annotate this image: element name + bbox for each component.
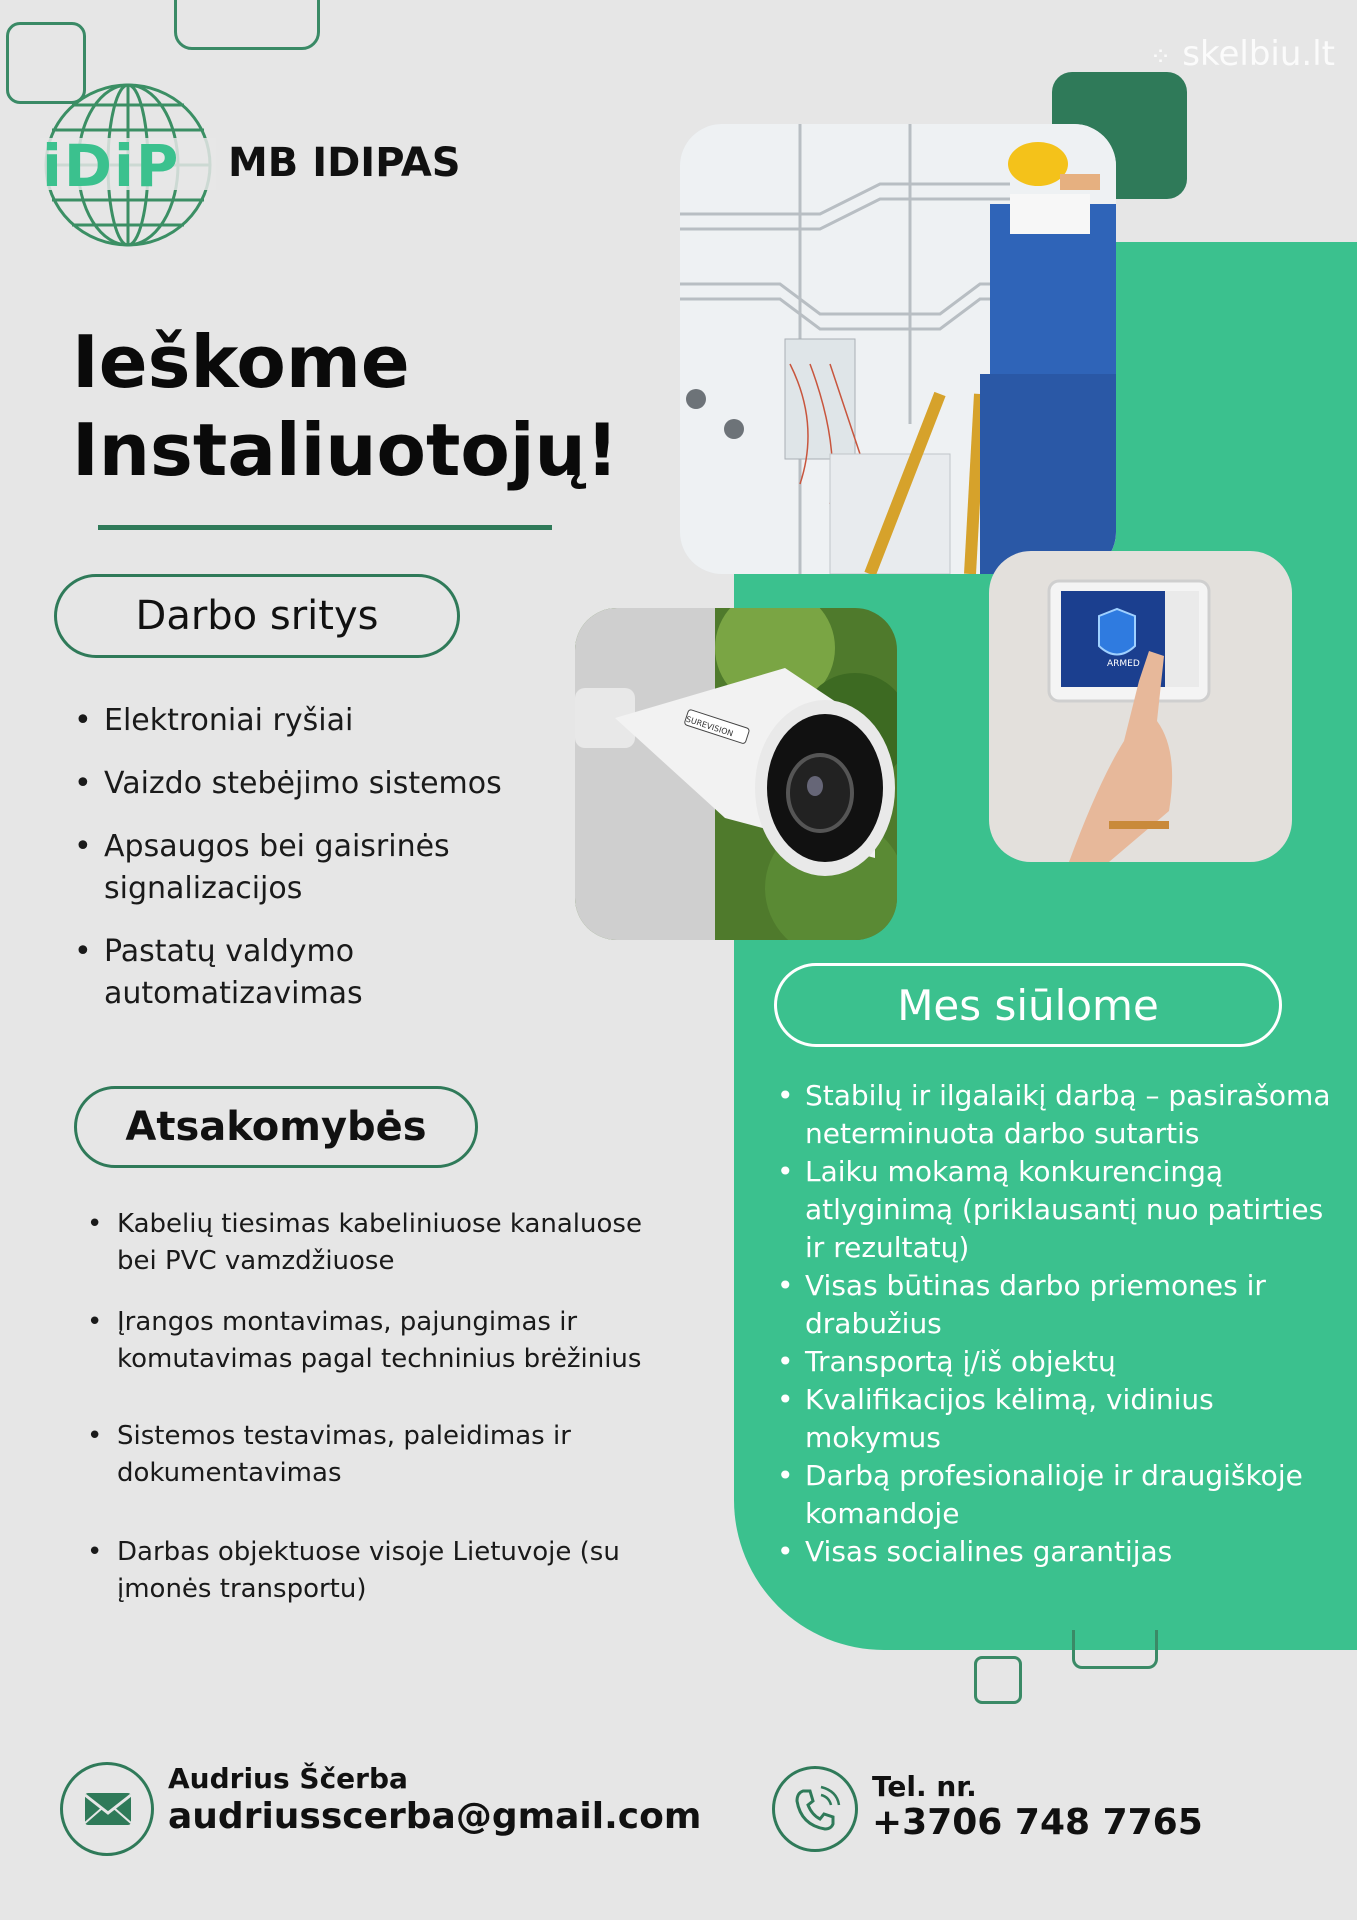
camera-brand-label: SUREVISION bbox=[684, 714, 735, 739]
phone-icon bbox=[775, 1769, 855, 1849]
list-item: • Apsaugos bei gaisrinės signalizacijos bbox=[104, 826, 574, 910]
list-item: • Darbą profesionalioje ir draugiškoje komandoje bbox=[805, 1457, 1345, 1533]
decorative-square bbox=[974, 1656, 1022, 1704]
list-item: • Visas būtinas darbo priemones ir drabužius bbox=[805, 1267, 1345, 1343]
headline-line-1: Ieškome bbox=[72, 320, 410, 404]
decorative-square bbox=[174, 0, 320, 50]
phone-contact-circle bbox=[772, 1766, 858, 1852]
email-contact-circle bbox=[60, 1762, 154, 1856]
headline-underline bbox=[98, 525, 552, 530]
electrician-photo bbox=[680, 124, 1116, 574]
phone-label: Tel. nr. bbox=[872, 1770, 977, 1803]
offer-title: Mes siūlome bbox=[897, 981, 1159, 1030]
logo-text: iDiP bbox=[42, 132, 181, 200]
list-item: • Pastatų valdymo automatizavimas bbox=[104, 931, 574, 1015]
list-item: • Įrangos montavimas, pajungimas ir komutavimas pagal techninius brėžinius bbox=[117, 1304, 677, 1378]
security-camera-image bbox=[575, 608, 897, 940]
list-item: • Darbas objektuose visoje Lietuvoje (su įmonės transportu) bbox=[117, 1534, 677, 1608]
work-areas-list bbox=[104, 700, 574, 1036]
list-item: • Laiku mokamą konkurencingą atlyginimą (priklausantį nuo patirties ir rezultatų) bbox=[805, 1153, 1345, 1267]
list-item: • Kvalifikacijos kėlimą, vidinius mokymus bbox=[805, 1381, 1345, 1457]
list-item: • Stabilų ir ilgalaikį darbą – pasirašoma neterminuota darbo sutartis bbox=[805, 1077, 1345, 1153]
alarm-status-label: ARMED bbox=[1107, 659, 1140, 669]
responsibilities-list bbox=[117, 1206, 677, 1608]
envelope-icon bbox=[63, 1765, 151, 1853]
work-areas-title: Darbo sritys bbox=[135, 593, 379, 639]
list-item: • Sistemos testavimas, paleidimas ir dokumentavimas bbox=[117, 1418, 677, 1492]
alarm-panel-image bbox=[989, 551, 1292, 862]
list-item: • Transportą į/iš objektų bbox=[805, 1343, 1345, 1381]
responsibilities-heading bbox=[74, 1086, 478, 1168]
contact-email-link[interactable]: audriusscerba@gmail.com bbox=[168, 1796, 702, 1837]
list-item: • Visas socialines garantijas bbox=[805, 1533, 1345, 1571]
watermark-dots-icon: ⁘ bbox=[1149, 42, 1172, 72]
offer-heading bbox=[774, 963, 1282, 1047]
company-logo bbox=[38, 80, 218, 250]
work-areas-heading bbox=[54, 574, 460, 658]
list-item: • Kabelių tiesimas kabeliniuose kanaluose bei PVC vamzdžiuose bbox=[117, 1206, 677, 1280]
electrician-image bbox=[680, 124, 1116, 574]
watermark: ⁘ skelbiu.lt bbox=[1149, 34, 1335, 74]
headline bbox=[72, 318, 619, 494]
alarm-panel-photo bbox=[989, 551, 1292, 862]
company-name: MB IDIPAS bbox=[228, 140, 461, 186]
offer-list bbox=[805, 1077, 1345, 1571]
decorative-square bbox=[1072, 1630, 1158, 1669]
camera-photo bbox=[575, 608, 897, 940]
list-item: • Elektroniai ryšiai bbox=[104, 700, 574, 742]
contact-name: Audrius Ščerba bbox=[168, 1762, 408, 1795]
headline-line-2: Instaliuotojų! bbox=[72, 408, 619, 492]
responsibilities-title: Atsakomybės bbox=[125, 1104, 427, 1150]
list-item: • Vaizdo stebėjimo sistemos bbox=[104, 763, 574, 805]
contact-phone-link[interactable]: +3706 748 7765 bbox=[872, 1802, 1203, 1843]
